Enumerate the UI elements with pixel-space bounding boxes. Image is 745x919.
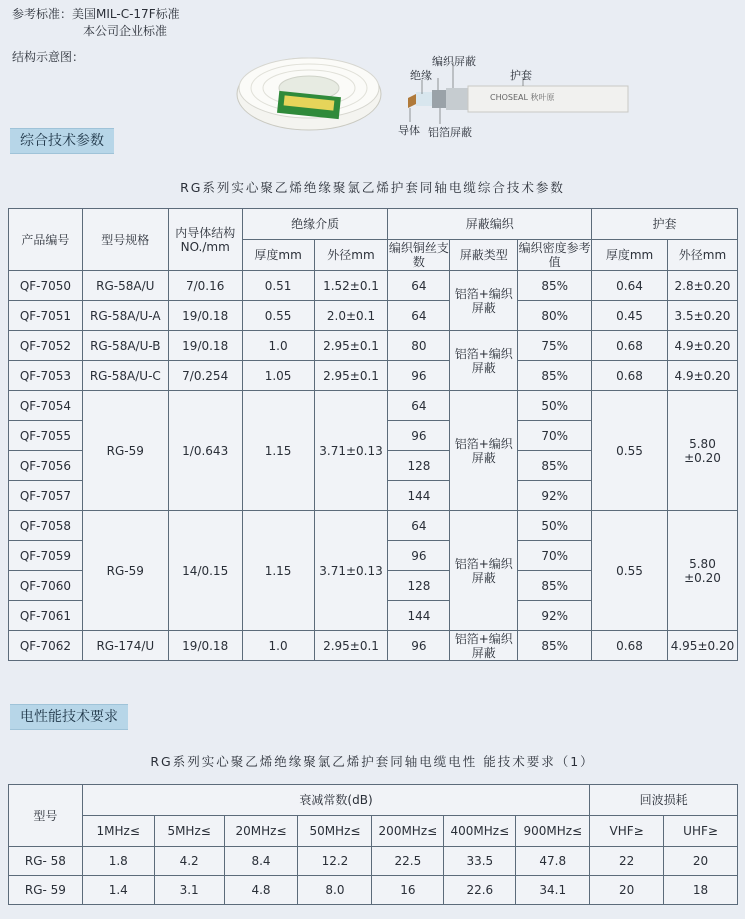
reference-line-2: 本公司企业标准 xyxy=(83,24,168,38)
col-inner-conductor-label: 内导体结构 xyxy=(175,225,236,240)
cell-braid-density: 85% xyxy=(518,631,592,661)
cell-product-no: QF-7050 xyxy=(9,271,83,301)
cell-jacket-outer-dia: 4.95±0.20 xyxy=(667,631,737,661)
cell-jacket-thickness: 0.68 xyxy=(592,361,668,391)
col-freq-900mhz: 900MHz≤ xyxy=(516,816,590,847)
cell-braid-density: 92% xyxy=(518,601,592,631)
cell-braid-density: 70% xyxy=(518,541,592,571)
table-row xyxy=(9,631,738,661)
cell-att-200mhz: 16 xyxy=(372,876,444,905)
col-attenuation: 衰减常数(dB) xyxy=(82,785,589,816)
col-outer-dia: 外径mm xyxy=(314,240,388,271)
cell-conductor: 14/0.15 xyxy=(168,511,242,631)
cell-conductor: 19/0.18 xyxy=(168,301,242,331)
table-header-row xyxy=(9,209,738,240)
cell-jacket-thickness: 0.55 xyxy=(592,391,668,511)
cell-braid-density: 85% xyxy=(518,571,592,601)
cell-outer-dia: 1.52±0.1 xyxy=(314,271,388,301)
cell-model: RG-58A/U-A xyxy=(82,301,168,331)
cell-braid-count: 144 xyxy=(388,601,450,631)
cell-thickness: 1.15 xyxy=(242,511,314,631)
section-heading-general: 综合技术参数 xyxy=(10,128,114,154)
cell-att-900mhz: 47.8 xyxy=(516,847,590,876)
col-insulation: 绝缘介质 xyxy=(242,209,388,240)
table-row xyxy=(9,876,738,905)
cell-shield-type: 铝箔+编织屏蔽 xyxy=(450,511,518,631)
cell-conductor: 19/0.18 xyxy=(168,631,242,661)
cell-thickness: 0.51 xyxy=(242,271,314,301)
label-conductor: 导体 xyxy=(398,124,420,137)
cell-att-400mhz: 33.5 xyxy=(444,847,516,876)
cell-jacket-outer-dia xyxy=(667,511,737,631)
cell-jacket-thickness: 0.68 xyxy=(592,331,668,361)
cell-jacket-outer-dia: 3.5±0.20 xyxy=(667,301,737,331)
col-vhf: VHF≥ xyxy=(590,816,664,847)
cell-product-no: QF-7058 xyxy=(9,511,83,541)
table-row xyxy=(9,361,738,391)
cell-thickness: 1.0 xyxy=(242,331,314,361)
cell-product-no: QF-7056 xyxy=(9,451,83,481)
table-subheader-row xyxy=(9,816,738,847)
cell-braid-density: 85% xyxy=(518,361,592,391)
cell-jacket-thickness: 0.45 xyxy=(592,301,668,331)
cell-product-no: QF-7052 xyxy=(9,331,83,361)
cell-product-no: QF-7053 xyxy=(9,361,83,391)
electrical-specs-table xyxy=(8,784,738,905)
table-row xyxy=(9,331,738,361)
cell-att-200mhz: 22.5 xyxy=(372,847,444,876)
cell-conductor: 1/0.643 xyxy=(168,391,242,511)
cell-product-no: QF-7060 xyxy=(9,571,83,601)
cell-product-no: QF-7059 xyxy=(9,541,83,571)
cell-shield-type: 铝箔+编织屏蔽 xyxy=(450,631,518,661)
section-heading-electrical: 电性能技术要求 xyxy=(10,704,128,730)
col-freq-20mhz: 20MHz≤ xyxy=(224,816,298,847)
cell-braid-density: 80% xyxy=(518,301,592,331)
cell-uhf: 20 xyxy=(664,847,738,876)
cell-model: RG-58A/U xyxy=(82,271,168,301)
jacket-od-tolerance: ±0.20 xyxy=(684,450,721,465)
col-braid-density: 编织密度参考值 xyxy=(518,241,591,269)
cell-outer-dia: 3.71±0.13 xyxy=(314,511,388,631)
cell-braid-density: 50% xyxy=(518,511,592,541)
cell-braid-count: 96 xyxy=(388,421,450,451)
cell-model: RG- 59 xyxy=(9,876,83,905)
cell-jacket-outer-dia: 4.9±0.20 xyxy=(667,331,737,361)
cell-braid-count: 96 xyxy=(388,631,450,661)
table-title-general: RG系列实心聚乙烯绝缘聚氯乙烯护套同轴电缆综合技术参数 xyxy=(180,180,565,195)
label-braid: 编织屏蔽 xyxy=(432,55,476,68)
cell-jacket-thickness: 0.64 xyxy=(592,271,668,301)
cell-jacket-thickness: 0.68 xyxy=(592,631,668,661)
cell-uhf: 18 xyxy=(664,876,738,905)
cell-braid-count: 64 xyxy=(388,301,450,331)
cell-model: RG-59 xyxy=(82,391,168,511)
cell-model: RG-58A/U-C xyxy=(82,361,168,391)
label-jacket: 护套 xyxy=(510,69,532,82)
table-title-electrical: RG系列实心聚乙烯绝缘聚氯乙烯护套同轴电缆电性 能技术要求（1） xyxy=(150,754,595,769)
cell-model: RG-174/U xyxy=(82,631,168,661)
col-inner-conductor xyxy=(168,209,242,271)
cell-att-900mhz: 34.1 xyxy=(516,876,590,905)
col-freq-400mhz: 400MHz≤ xyxy=(444,816,516,847)
table-row xyxy=(9,847,738,876)
table-header-row xyxy=(9,785,738,816)
col-model: 型号 xyxy=(9,785,83,847)
col-shield-type: 屏蔽类型 xyxy=(450,240,518,271)
cell-model: RG-59 xyxy=(82,511,168,631)
col-shield: 屏蔽编织 xyxy=(388,209,592,240)
col-freq-1mhz: 1MHz≤ xyxy=(82,816,154,847)
col-braid-count: 编织铜丝支数 xyxy=(388,241,449,269)
col-thickness: 厚度mm xyxy=(242,240,314,271)
cell-braid-count: 64 xyxy=(388,511,450,541)
cell-braid-density: 85% xyxy=(518,271,592,301)
cell-outer-dia: 2.95±0.1 xyxy=(314,331,388,361)
cell-shield-type: 铝箔+编织屏蔽 xyxy=(450,331,518,391)
cell-braid-density: 75% xyxy=(518,331,592,361)
cell-conductor: 19/0.18 xyxy=(168,331,242,361)
cable-coil-image xyxy=(234,52,384,132)
cell-braid-density: 92% xyxy=(518,481,592,511)
cell-att-1mhz: 1.8 xyxy=(82,847,154,876)
col-freq-200mhz: 200MHz≤ xyxy=(372,816,444,847)
cell-braid-count: 64 xyxy=(388,391,450,421)
col-freq-50mhz: 50MHz≤ xyxy=(298,816,372,847)
reference-line-1: 美国MIL-C-17F标准 xyxy=(72,7,180,21)
label-foil: 铝箔屏蔽 xyxy=(428,126,472,139)
cell-att-400mhz: 22.6 xyxy=(444,876,516,905)
cell-att-5mhz: 3.1 xyxy=(154,876,224,905)
cell-att-20mhz: 4.8 xyxy=(224,876,298,905)
cell-jacket-outer-dia: 4.9±0.20 xyxy=(667,361,737,391)
jacket-od-tolerance: ±0.20 xyxy=(684,570,721,585)
general-specs-table xyxy=(8,208,738,661)
cell-braid-count: 80 xyxy=(388,331,450,361)
cell-shield-type: 铝箔+编织屏蔽 xyxy=(450,391,518,511)
cell-jacket-thickness: 0.55 xyxy=(592,511,668,631)
table-row xyxy=(9,391,738,421)
cell-outer-dia: 2.0±0.1 xyxy=(314,301,388,331)
cell-braid-count: 128 xyxy=(388,571,450,601)
col-jacket-outer-dia: 外径mm xyxy=(667,240,737,271)
jacket-od-value: 5.80 xyxy=(689,436,716,451)
cell-jacket-outer-dia xyxy=(667,391,737,511)
col-product-no: 产品编号 xyxy=(9,209,83,271)
diagram-label: 结构示意图： xyxy=(12,50,85,64)
cell-braid-density: 70% xyxy=(518,421,592,451)
cell-jacket-outer-dia: 2.8±0.20 xyxy=(667,271,737,301)
cell-braid-count: 144 xyxy=(388,481,450,511)
cell-vhf: 22 xyxy=(590,847,664,876)
cell-product-no: QF-7055 xyxy=(9,421,83,451)
cell-att-1mhz: 1.4 xyxy=(82,876,154,905)
cell-att-50mhz: 12.2 xyxy=(298,847,372,876)
col-model: 型号规格 xyxy=(82,209,168,271)
reference-label: 参考标准： xyxy=(12,7,73,21)
jacket-od-value: 5.80 xyxy=(689,556,716,571)
cell-product-no: QF-7054 xyxy=(9,391,83,421)
cell-thickness: 0.55 xyxy=(242,301,314,331)
cell-product-no: QF-7061 xyxy=(9,601,83,631)
brand-logo: CHOSEAL 秋叶原 xyxy=(490,93,555,102)
label-insulation: 绝缘 xyxy=(410,69,432,82)
cell-outer-dia: 2.95±0.1 xyxy=(314,631,388,661)
cell-braid-count: 64 xyxy=(388,271,450,301)
cell-thickness: 1.05 xyxy=(242,361,314,391)
col-jacket-thickness: 厚度mm xyxy=(592,240,668,271)
cell-braid-count: 96 xyxy=(388,541,450,571)
cell-att-20mhz: 8.4 xyxy=(224,847,298,876)
cell-product-no: QF-7062 xyxy=(9,631,83,661)
cell-product-no: QF-7057 xyxy=(9,481,83,511)
cell-conductor: 7/0.16 xyxy=(168,271,242,301)
reference-standards xyxy=(12,6,180,40)
cell-braid-count: 96 xyxy=(388,361,450,391)
cell-conductor: 7/0.254 xyxy=(168,361,242,391)
cell-braid-density: 50% xyxy=(518,391,592,421)
cable-structure-diagram xyxy=(398,50,738,140)
cell-braid-density: 85% xyxy=(518,451,592,481)
col-uhf: UHF≥ xyxy=(664,816,738,847)
cell-thickness: 1.0 xyxy=(242,631,314,661)
cell-braid-count: 128 xyxy=(388,451,450,481)
cell-thickness: 1.15 xyxy=(242,391,314,511)
cell-outer-dia: 3.71±0.13 xyxy=(314,391,388,511)
cell-product-no: QF-7051 xyxy=(9,301,83,331)
cell-shield-type: 铝箔+编织屏蔽 xyxy=(450,271,518,331)
col-return-loss: 回波损耗 xyxy=(590,785,738,816)
table-row xyxy=(9,271,738,301)
col-freq-5mhz: 5MHz≤ xyxy=(154,816,224,847)
col-jacket: 护套 xyxy=(592,209,738,240)
col-inner-conductor-unit: NO./mm xyxy=(180,239,230,254)
table-row xyxy=(9,301,738,331)
cell-att-50mhz: 8.0 xyxy=(298,876,372,905)
cell-att-5mhz: 4.2 xyxy=(154,847,224,876)
table-row xyxy=(9,511,738,541)
cell-model: RG- 58 xyxy=(9,847,83,876)
cell-outer-dia: 2.95±0.1 xyxy=(314,361,388,391)
cell-vhf: 20 xyxy=(590,876,664,905)
cell-model: RG-58A/U-B xyxy=(82,331,168,361)
